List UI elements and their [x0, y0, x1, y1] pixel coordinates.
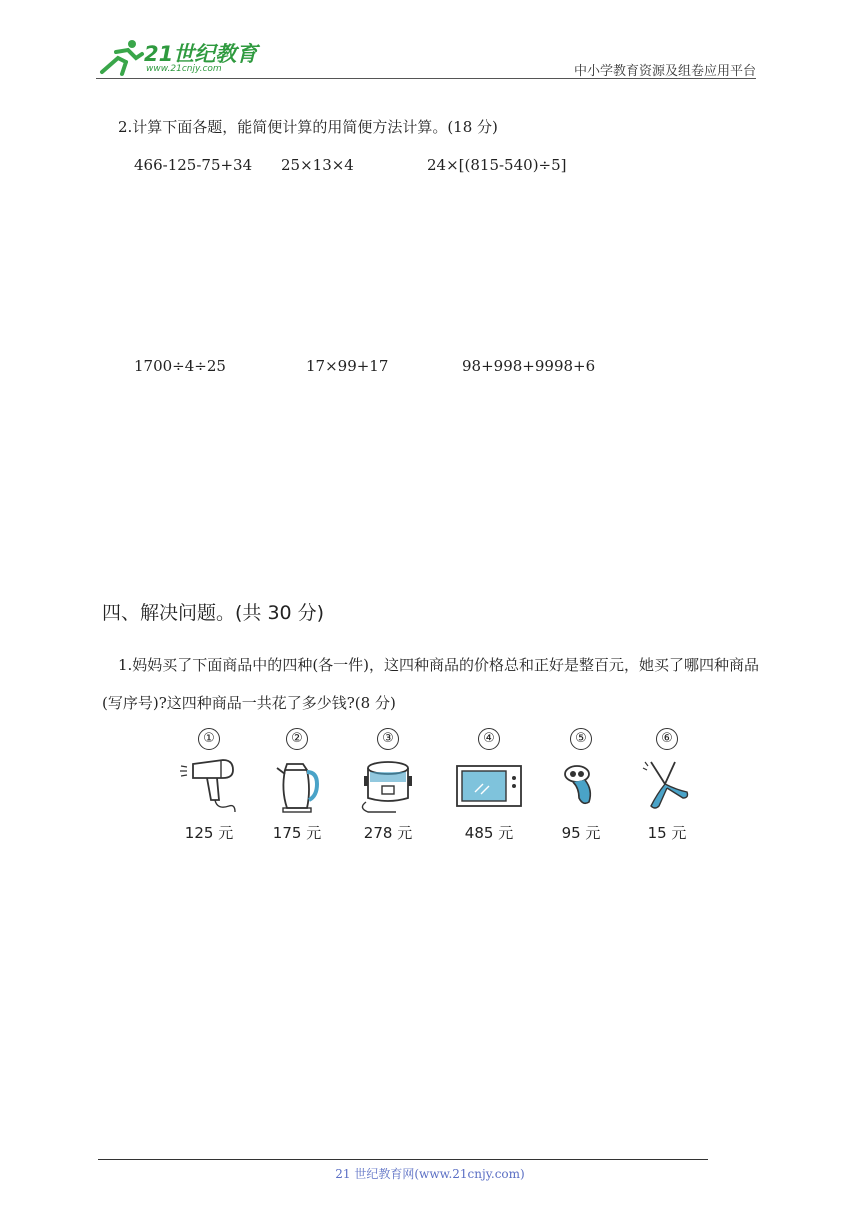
item-number: ④: [478, 728, 500, 750]
expression: 17×99+17: [306, 357, 389, 375]
rice-cooker-icon: [356, 754, 420, 816]
product-item: [169, 728, 249, 843]
expression: 24×[(815-540)÷5]: [427, 156, 567, 174]
shaver-icon: [549, 754, 613, 816]
item-price: 15 元: [647, 824, 687, 842]
question-2-title: 2.计算下面各题，能简便计算的用简便方法计算。(18 分): [118, 118, 498, 136]
product-item: [257, 728, 337, 843]
item-number: ①: [198, 728, 220, 750]
footer-text: 21 世纪教育网(www.21cnjy.com): [335, 1167, 525, 1181]
header-divider: [96, 78, 756, 79]
header-platform-text: 中小学教育资源及组卷应用平台: [573, 64, 756, 79]
item-number: ②: [286, 728, 308, 750]
item-price: 485 元: [464, 824, 514, 842]
item-number: ⑥: [656, 728, 678, 750]
item-number: ⑤: [570, 728, 592, 750]
scissors-icon: [635, 754, 699, 816]
microwave-icon: [453, 754, 525, 816]
item-price: 125 元: [184, 824, 234, 842]
expression: 98+998+9998+6: [462, 357, 596, 375]
runner-icon: [102, 40, 142, 74]
kettle-icon: [265, 754, 329, 816]
product-item: [541, 728, 621, 843]
product-item: [348, 728, 428, 843]
item-number: ③: [377, 728, 399, 750]
hair-dryer-icon: [177, 754, 241, 816]
logo-url: www.21cnjy.com: [146, 64, 222, 74]
item-price: 278 元: [363, 824, 413, 842]
expression: 25×13×4: [281, 156, 354, 174]
item-price: 175 元: [272, 824, 322, 842]
item-price: 95 元: [561, 824, 601, 842]
section-4-heading: 四、解决问题。(共 30 分): [102, 602, 325, 624]
problem-1-text: 1.妈妈买了下面商品中的四种(各一件)，这四种商品的价格总和正好是整百元，她买了哪四种商品(写序号)?这四种商品一共花了多少钱?(8 分): [102, 656, 760, 712]
site-logo: [96, 32, 266, 80]
expression: 1700÷4÷25: [134, 357, 226, 375]
expression: 466-125-75+34: [134, 156, 253, 174]
product-item: [627, 728, 707, 843]
footer-divider: [98, 1159, 708, 1160]
logo-text: 21世纪教育: [144, 42, 258, 66]
product-item: [449, 728, 529, 843]
